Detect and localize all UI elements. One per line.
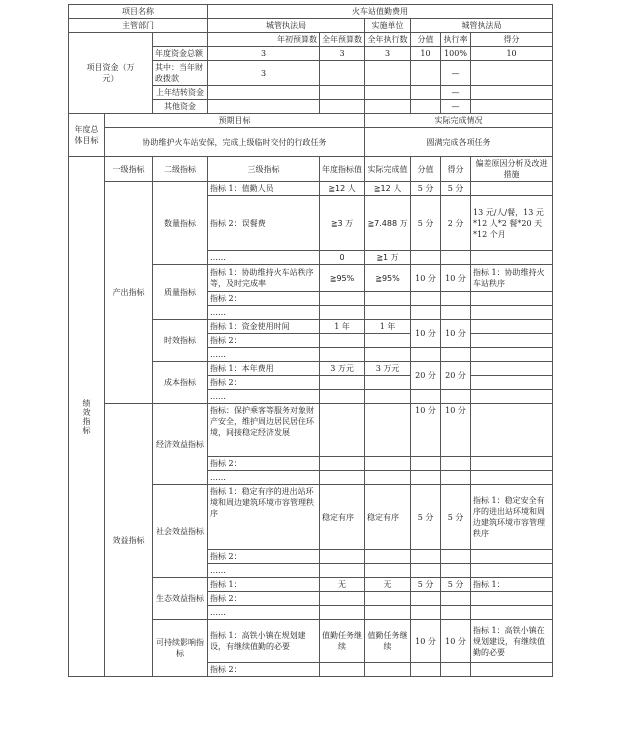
perf-head: 二级指标 [153, 157, 208, 182]
dept-value: 城管执法局 [208, 19, 365, 33]
perf-head: 得分 [441, 157, 471, 182]
goal-planned-head: 预期目标 [105, 114, 365, 128]
deviation-note: 指标 1：稳定安全有序的进出站环境和周边建筑环境市容管理秩序 [471, 485, 553, 550]
dept-label: 主管部门 [69, 19, 208, 33]
fund-head-4: 分值 [411, 33, 441, 47]
deviation-note [471, 320, 553, 334]
indicator-name: 指标 2： [208, 592, 320, 606]
goal-head-row [69, 114, 553, 128]
fund-head-row [69, 33, 553, 47]
indicator-name: 指标 1：稳定有序的进出站环境和周边建筑环境市容管理秩序 [208, 485, 320, 550]
quality-label: 质量指标 [153, 265, 208, 320]
target-value: ≧3 万 [320, 196, 365, 251]
score-value: 20 分 [411, 362, 441, 390]
sustain-label: 可持续影响指标 [153, 620, 208, 677]
project-name-label: 项目名称 [69, 5, 208, 19]
fund-cell: — [441, 100, 471, 114]
perf-head-row [69, 157, 553, 182]
indicator-name: 指标 1：本年费用 [208, 362, 320, 376]
indicator-name: …… [208, 348, 320, 362]
score-value: 5 分 [411, 578, 441, 592]
indicator-name: …… [208, 306, 320, 320]
score-value: 5 分 [411, 182, 441, 196]
fund-row-label: 其他资金 [153, 100, 208, 114]
perf-head: 一级指标 [105, 157, 153, 182]
fund-head-1: 年初预算数 [208, 33, 320, 47]
target-value: 3 万元 [320, 362, 365, 376]
indicator-name: 指标 2： [208, 663, 320, 677]
performance-table-sheet [68, 4, 552, 677]
got-value: 10 分 [441, 265, 471, 292]
indicator-name: …… [208, 606, 320, 620]
target-value: 无 [320, 578, 365, 592]
qty-row-1 [69, 182, 553, 196]
fund-head-3: 全年执行数 [365, 33, 411, 47]
got-value: 20 分 [441, 362, 471, 390]
indicator-name: 指标 1： [208, 578, 320, 592]
indicator-name: …… [208, 390, 320, 404]
perf-label [69, 157, 105, 677]
fund-cell: 3 [365, 47, 411, 61]
got-value: 10 分 [441, 320, 471, 348]
fund-cell: — [441, 86, 471, 100]
fund-row-label: 上年结转资金 [153, 86, 208, 100]
perf-head: 年度指标值 [320, 157, 365, 182]
output-label: 产出指标 [105, 182, 153, 404]
fund-cell: — [441, 61, 471, 86]
score-value [411, 251, 441, 265]
performance-table [68, 4, 553, 677]
goal-label-text: 年度总体目标 [74, 125, 99, 145]
indicator-name: 指标：保护乘客等服务对象财产安全，维护周边居民居住环境，间接稳定经济发展 [208, 404, 320, 457]
indicator-name: 指标 2： [208, 457, 320, 471]
impl-label: 实施单位 [365, 19, 411, 33]
got-value [441, 251, 471, 265]
goal-actual: 圆满完成各项任务 [365, 128, 553, 157]
score-value: 10 分 [411, 320, 441, 348]
fund-cell [411, 61, 441, 86]
qty-label: 数量指标 [153, 182, 208, 265]
target-value: 值勤任务继续 [320, 620, 365, 663]
actual-value: 无 [365, 578, 411, 592]
fund-cell [365, 86, 411, 100]
fund-head-2: 全年预算数 [320, 33, 365, 47]
fund-cell [365, 100, 411, 114]
deviation-note [471, 251, 553, 265]
econ-label: 经济效益指标 [153, 404, 208, 485]
fund-cell: 10 [471, 47, 553, 61]
target-value: ≧12 人 [320, 182, 365, 196]
fund-cell [471, 61, 553, 86]
perf-head: 偏差原因分析及改进措施 [471, 157, 553, 182]
actual-value: ≧12 人 [365, 182, 411, 196]
actual-value: 3 万元 [365, 362, 411, 376]
goal-label [69, 114, 105, 157]
got-value: 5 分 [441, 578, 471, 592]
fund-cell: 10 [411, 47, 441, 61]
fund-head-6: 得分 [471, 33, 553, 47]
fund-cell [471, 100, 553, 114]
score-value: 10 分 [411, 404, 441, 457]
got-value: 5 分 [441, 485, 471, 550]
indicator-name: 指标 1：协助维持火车站秩序等，及时完成率 [208, 265, 320, 292]
got-value: 2 分 [441, 196, 471, 251]
fund-cell [365, 61, 411, 86]
goal-content-row [69, 128, 553, 157]
cost-label: 成本指标 [153, 362, 208, 404]
project-name-value: 火车站值勤费用 [208, 5, 553, 19]
eco-label: 生态效益指标 [153, 578, 208, 620]
actual-value: 稳定有序 [365, 485, 411, 550]
actual-value: ≧1 万 [365, 251, 411, 265]
indicator-name: 指标 2： [208, 376, 320, 390]
social-label: 社会效益指标 [153, 485, 208, 578]
fund-cell [471, 86, 553, 100]
indicator-name: 指标 2： [208, 334, 320, 348]
actual-value: 值勤任务继续 [365, 620, 411, 663]
target-value: 0 [320, 251, 365, 265]
indicator-name: 指标 1：高铁小镇在规划建设，有继续值勤的必要 [208, 620, 320, 663]
got-value: 10 分 [441, 620, 471, 663]
fund-row-label: 其中：当年财政拨款 [153, 61, 208, 86]
indicator-name: 指标 1：值勤人员 [208, 182, 320, 196]
goal-actual-head: 实际完成情况 [365, 114, 553, 128]
fund-label-text: 项目资金（万元） [86, 63, 135, 83]
perf-head: 三级指标 [208, 157, 320, 182]
deviation-note [471, 362, 553, 376]
indicator-name: …… [208, 251, 320, 265]
goal-planned: 协助维护火车站安保，完成上级临时交付的行政任务 [105, 128, 365, 157]
score-value: 5 分 [411, 196, 441, 251]
deviation-note: 指标 1： [471, 578, 553, 592]
got-value: 5 分 [441, 182, 471, 196]
target-value: ≧95% [320, 265, 365, 292]
actual-value: ≧95% [365, 265, 411, 292]
fund-head-5: 执行率 [441, 33, 471, 47]
fund-row-label: 年度资金总额 [153, 47, 208, 61]
fund-cell [320, 61, 365, 86]
actual-value: ≧7.488 万 [365, 196, 411, 251]
fund-cell [320, 100, 365, 114]
got-value: 10 分 [441, 404, 471, 457]
score-value: 10 分 [411, 265, 441, 292]
fund-cell: 3 [208, 61, 320, 86]
time-label: 时效指标 [153, 320, 208, 362]
dept-row [69, 19, 553, 33]
fund-cell [208, 86, 320, 100]
perf-head: 实际完成值 [365, 157, 411, 182]
fund-label [69, 33, 153, 114]
target-value: 稳定有序 [320, 485, 365, 550]
econ-row-1 [69, 404, 553, 457]
score-value: 10 分 [411, 620, 441, 663]
indicator-name: …… [208, 564, 320, 578]
fund-cell [320, 86, 365, 100]
indicator-name: 指标 2： [208, 550, 320, 564]
actual-value: 1 年 [365, 320, 411, 334]
project-name-row [69, 5, 553, 19]
indicator-name: …… [208, 471, 320, 485]
effect-label: 效益指标 [105, 404, 153, 677]
deviation-note: 指标 1：高铁小镇在规划建设，有继续值勤的必要 [471, 620, 553, 663]
perf-head: 分值 [411, 157, 441, 182]
deviation-note: 13 元/人/餐，13 元*12 人*2 餐*20 天*12 个月 [471, 196, 553, 251]
deviation-note: 指标 1：协助维持火车站秩序 [471, 265, 553, 292]
impl-value: 城管执法局 [411, 19, 553, 33]
fund-cell: 3 [208, 47, 320, 61]
fund-cell [411, 100, 441, 114]
perf-label-text: 绩效指标 [82, 398, 91, 435]
score-value: 5 分 [411, 485, 441, 550]
deviation-note [471, 182, 553, 196]
fund-cell: 3 [320, 47, 365, 61]
target-value: 1 年 [320, 320, 365, 334]
fund-cell [208, 100, 320, 114]
fund-cell: 100% [441, 47, 471, 61]
fund-cell [411, 86, 441, 100]
indicator-name: 指标 2：误餐费 [208, 196, 320, 251]
indicator-name: 指标 2： [208, 292, 320, 306]
indicator-name: 指标 1：资金使用时间 [208, 320, 320, 334]
